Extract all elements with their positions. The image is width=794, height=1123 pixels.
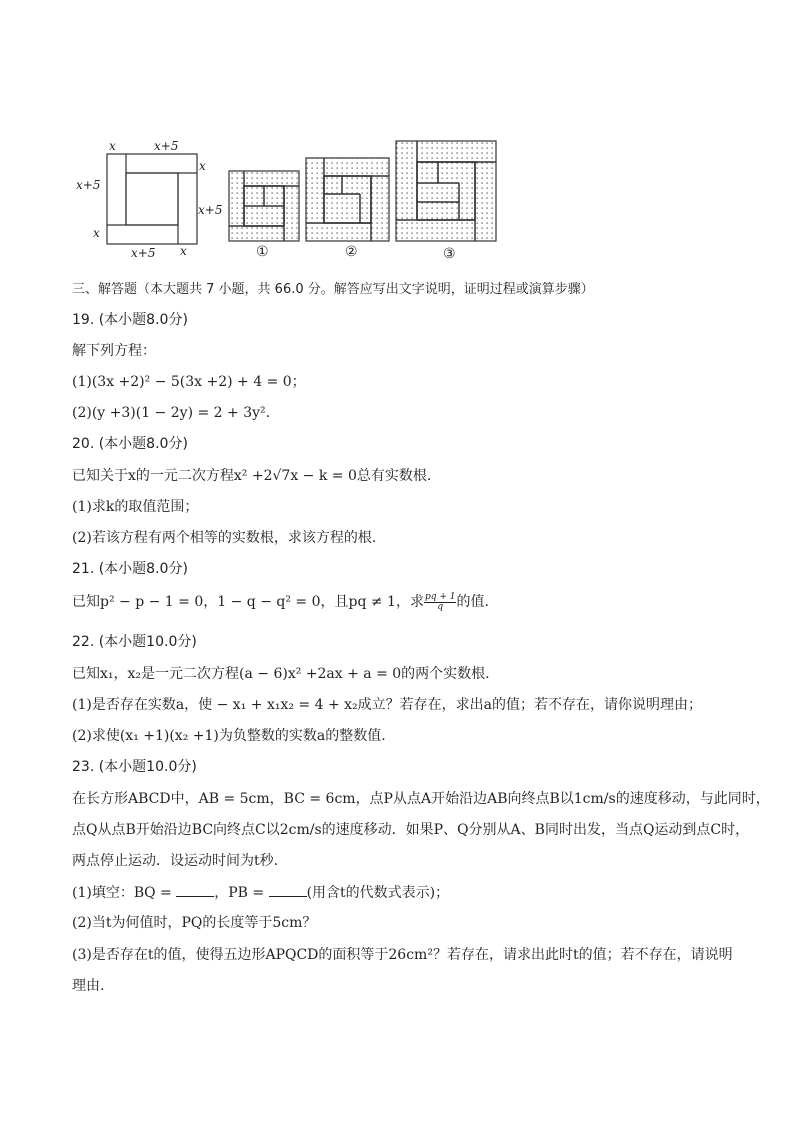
dotted-square-1 [229,171,299,241]
q23-line2: 点Q从点B开始沿边BC向终点C以2cm/s的速度移动．如果P、Q分别从A、B同时出发，当点Q运动到点C时， [72,822,750,838]
label-x-right: x [199,159,206,173]
q21-stem-b: 的值. [456,594,489,610]
q20-part1: (1)求k的取值范围； [72,499,199,515]
q22-part1: (1)是否存在实数a，使 − x₁ + x₁x₂ = 4 + x₂成立？若存在，求出a的值；若不存在，请你说明理由； [72,697,702,713]
label-x5-top: x+5 [154,139,179,153]
blank-bq[interactable] [176,882,214,897]
blank-pb[interactable] [269,882,307,897]
q21-frac-den: q [437,601,444,612]
label-x5-left: x+5 [76,178,101,192]
q23-part1-a: (1)填空：BQ = [72,885,177,901]
q21-frac-num: pq + 1 [424,591,456,602]
q23-part2: (2)当t为何值时，PQ的长度等于5cm？ [72,915,317,931]
section-header: 三、解答题（本大题共 7 小题，共 66.0 分。解答应写出文字说明，证明过程或演算步骤） [72,282,594,297]
q19-part1: (1)(3x +2)² − 5(3x +2) + 4 = 0； [72,374,306,390]
q23-part1 [72,882,449,903]
pinwheel-square [107,154,197,244]
q22-part2: (2)求使(x₁ +1)(x₂ +1)为负整数的实数a的整数值. [72,728,386,744]
q23-part1-b: ，PB = [214,885,269,901]
label-x-bottom: x [180,244,187,258]
dotted-square-3 [396,141,496,241]
q20-stem: 已知关于x的一元二次方程x² +2√7x − k = 0总有实数根. [72,468,432,484]
label-x5-right: x+5 [198,203,223,217]
label-x-left: x [93,226,100,240]
caption-1: ① [256,244,269,260]
caption-3: ③ [443,246,456,262]
q23-title: 23. (本小题10.0分) [72,759,197,775]
q23-part3: (3)是否存在t的值，使得五边形APQCD的面积等于26cm²？若存在，请求出此时t的值；若不存在，请说明 [72,947,733,963]
q21-fraction [424,593,457,612]
q21-stem-a: 已知p² − p − 1 = 0，1 − q − q² = 0，且pq ≠ 1，求 [72,594,424,610]
q19-title: 19. (本小题8.0分) [72,312,188,328]
q21-stem [72,592,489,612]
q21-title: 21. (本小题8.0分) [72,561,188,577]
q19-part2: (2)(y +3)(1 − 2y) = 2 + 3y². [72,405,271,421]
q20-part2: (2)若该方程有两个相等的实数根，求该方程的根. [72,530,377,546]
label-x-top: x [109,139,116,153]
q23-line3: 两点停止运动．设运动时间为t秒. [72,853,279,869]
q22-stem: 已知x₁，x₂是一元二次方程(a − 6)x² +2ax + a = 0的两个实数根. [72,666,490,682]
q23-part1-c: (用含t的代数式表示)； [306,885,450,901]
q19-intro: 解下列方程： [72,343,156,359]
dotted-square-2 [306,158,389,241]
q22-title: 22. (本小题10.0分) [72,634,197,650]
q23-part3b: 理由. [72,978,105,994]
q20-title: 20. (本小题8.0分) [72,436,188,452]
q23-line1: 在长方形ABCD中，AB = 5cm，BC = 6cm，点P从点A开始沿边AB向终点B以1cm/s的速度移动，与此同时， [72,791,770,807]
label-x5-bottom: x+5 [131,246,156,260]
caption-2: ② [345,244,358,260]
